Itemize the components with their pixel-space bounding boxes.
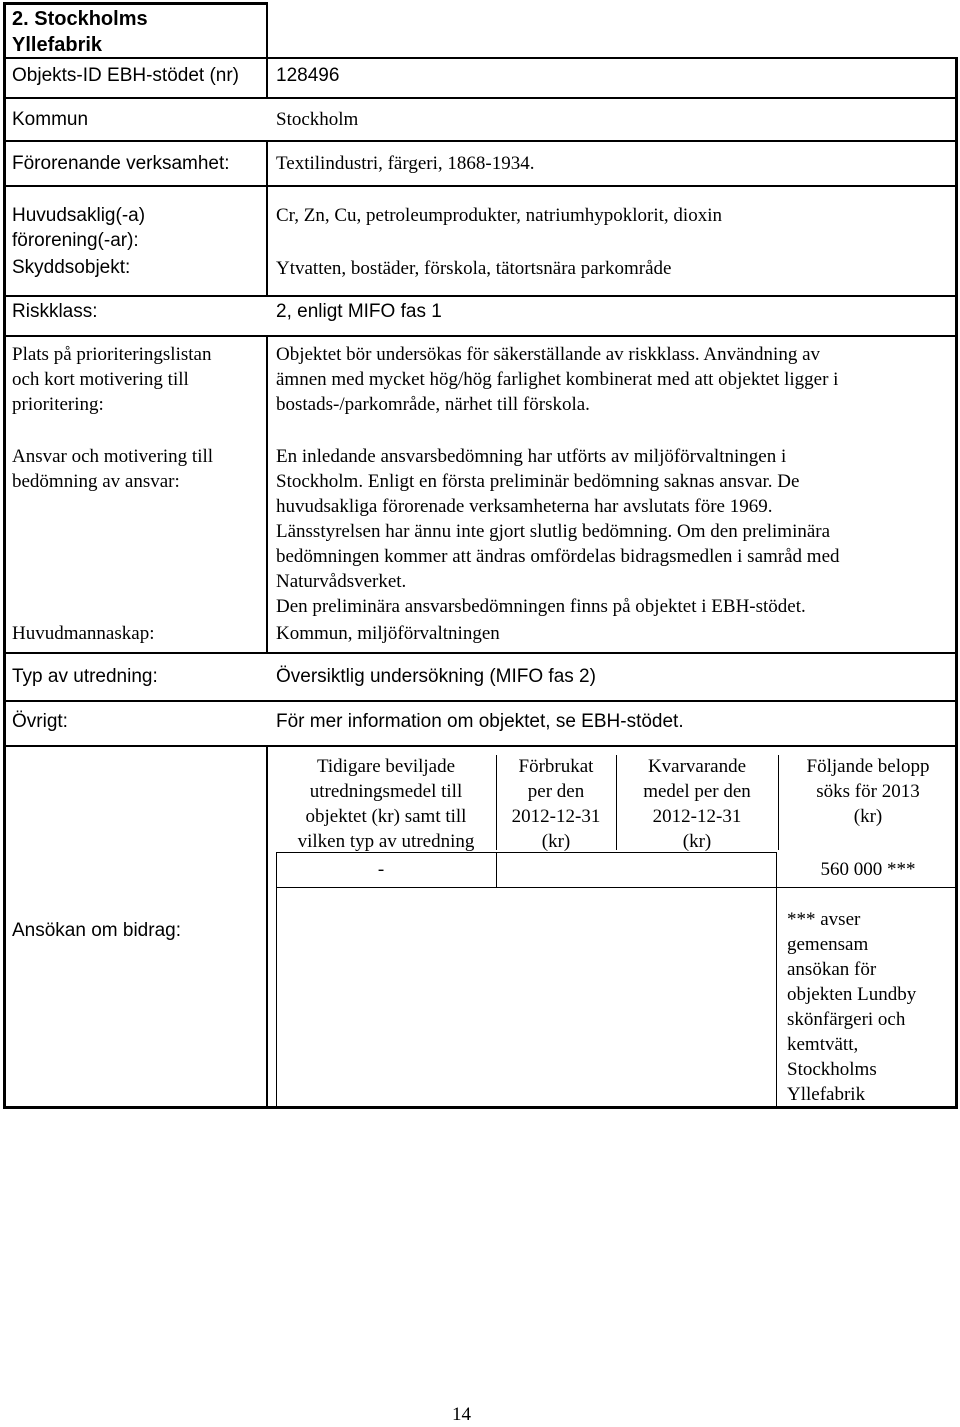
row-line-2 bbox=[3, 140, 958, 142]
row-line-3 bbox=[3, 185, 958, 187]
row-line-7 bbox=[3, 700, 958, 702]
huvudsaklig-label: Huvudsaklig(-a) förorening(-ar): bbox=[12, 205, 146, 251]
page-number: 14 bbox=[452, 1404, 471, 1425]
objekts-id-label: Objekts-ID EBH-stödet (nr) bbox=[12, 65, 239, 86]
skyddsobjekt-label: Skyddsobjekt: bbox=[12, 257, 131, 278]
kommun-value: Stockholm bbox=[276, 109, 359, 130]
ovrigt-label: Övrigt: bbox=[12, 711, 68, 732]
riskklass-value: 2, enligt MIFO fas 1 bbox=[276, 301, 442, 322]
ansokan-header-tidigare: Tidigare beviljade utredningsmedel till objektet (kr) samt till vilken typ av utredning bbox=[297, 756, 475, 852]
row-line-4 bbox=[3, 295, 958, 297]
ansokan-note: *** avser gemensam ansökan för objekten Lundby skönfärgeri och kemtvätt, Stockholms Yllefabrik bbox=[787, 909, 917, 1105]
ansokan-data-col-3 bbox=[776, 852, 777, 1106]
ansvar-value: En inledande ansvarsbedömning har utförts av miljöförvaltningen i Stockholm. Enligt en första preliminär bedömning saknas ansvar. De huvudsakliga förorenade verksamheterna har avslutats före 1969. Länsstyrelsen har ännu inte gjort slutlig bedömning. Om den preliminära bedömningen kommer att ändras omfördelas bidragsmedlen i samråd med Naturvådsverket. Den preliminära ansvarsbedömningen finns på objektet i EBH-stödet. bbox=[276, 446, 840, 617]
plats-value: Objektet bör undersökas för säkerställande av riskklass. Användning av ämnen med mycket hög/hög farlighet kombinerat med att objektet ligger i bostads-/parkområde, närhet till förskola. bbox=[276, 344, 839, 415]
ansvar-label: Ansvar och motivering till bedömning av ansvar: bbox=[12, 446, 214, 492]
table-border-top bbox=[3, 2, 268, 5]
ansokan-data-row-line bbox=[276, 887, 956, 888]
verksamhet-label: Förorenande verksamhet: bbox=[12, 153, 230, 174]
title-box-right bbox=[266, 2, 268, 59]
ansokan-data-col-1 bbox=[276, 852, 277, 1106]
ansokan-header-forbrukat: Förbrukat per den 2012-12-31 (kr) bbox=[511, 756, 601, 852]
table-border-left bbox=[3, 2, 6, 1109]
row-line-1 bbox=[3, 97, 958, 99]
typ-av-utredning-label: Typ av utredning: bbox=[12, 666, 158, 687]
ansokan-value-tidigare: - bbox=[377, 859, 385, 880]
huvudsaklig-value: Cr, Zn, Cu, petroleumprodukter, natriumhypoklorit, dioxin bbox=[276, 205, 722, 226]
ansokan-data-col-2 bbox=[496, 852, 497, 888]
plats-label: Plats på prioriteringslistan och kort motivering till prioritering: bbox=[12, 344, 212, 415]
huvudmannaskap-label: Huvudmannaskap: bbox=[12, 623, 155, 644]
row-line-6 bbox=[3, 652, 958, 654]
row-line-5 bbox=[3, 335, 958, 337]
document-title: 2. Stockholms Yllefabrik bbox=[12, 8, 148, 56]
ansokan-header-foljande: Följande belopp söks för 2013 (kr) bbox=[806, 756, 930, 827]
column-divider-ansokan bbox=[266, 745, 268, 1109]
verksamhet-value: Textilindustri, färgeri, 1868-1934. bbox=[276, 153, 535, 174]
ansokan-value-foljande: 560 000 *** bbox=[820, 859, 916, 880]
typ-av-utredning-value: Översiktlig undersökning (MIFO fas 2) bbox=[276, 666, 596, 687]
ovrigt-value: För mer information om objektet, se EBH-stödet. bbox=[276, 711, 684, 732]
kommun-label: Kommun bbox=[12, 109, 89, 130]
skyddsobjekt-value: Ytvatten, bostäder, förskola, tätortsnära parkområde bbox=[276, 258, 672, 279]
column-divider-lower bbox=[266, 335, 268, 653]
objekts-id-value: 128496 bbox=[276, 65, 340, 86]
table-border-right bbox=[955, 57, 958, 1109]
riskklass-label: Riskklass: bbox=[12, 301, 98, 322]
row-line-8 bbox=[3, 745, 958, 747]
column-divider-upper bbox=[266, 57, 268, 99]
ansokan-header-kvarvarande: Kvarvarande medel per den 2012-12-31 (kr) bbox=[643, 756, 751, 852]
huvudmannaskap-value: Kommun, miljöförvaltningen bbox=[276, 623, 500, 644]
column-divider-middle bbox=[266, 140, 268, 295]
ansokan-label: Ansökan om bidrag: bbox=[12, 920, 181, 941]
